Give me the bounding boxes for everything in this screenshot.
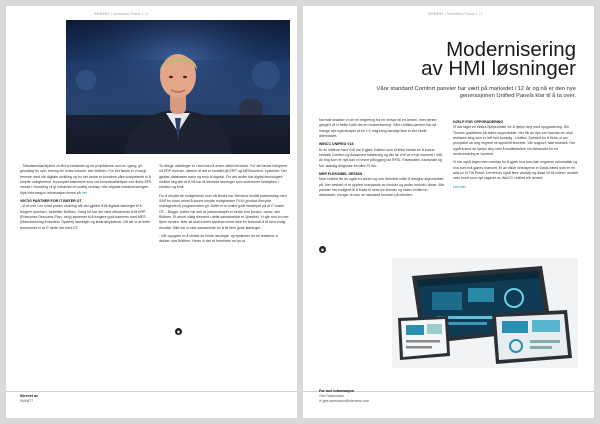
read-more-link[interactable]: Les mer bbox=[453, 184, 466, 189]
paragraph: Med Unified får du også en annen og mer fleksibel måte å designe skjermbilder på. Her beskrer vi et opprett hverdande av vinduer og andre innhold i disse. Alle paneler har mulighet til å kople til nesd tre klienter og siden Unified er webbasert, trenger du kun en standard browser på klienten. bbox=[319, 177, 445, 198]
section-heading: HJELP FOR OPPGRADERING bbox=[453, 120, 503, 124]
paragraph: Et av målene med V18 var å gjøre hullene som Unified hadde for å kunne erstatte Comfort og Advanced fullstendig og det tar vi til at vi har kommet i mål. Av ting som er nytt kan vi nevne pålogging via RFID, Faceplates i faceplate og full- standig diagnose fra våre PLSer. bbox=[319, 147, 443, 168]
article-column-1 bbox=[20, 164, 153, 234]
section-heading: MER FLEKSIBEL DESIGN bbox=[319, 172, 363, 177]
portrait-photo bbox=[66, 20, 290, 154]
article-column-2 bbox=[453, 118, 581, 193]
inline-link[interactable]: her bbox=[81, 190, 87, 195]
article-column-2 bbox=[159, 164, 290, 248]
page-header: SIEMENS | Innovation Focus 1 | 1 bbox=[428, 12, 483, 16]
footer-contact bbox=[319, 389, 369, 404]
end-mark-icon: ◉ bbox=[176, 329, 181, 334]
footer-text: WAWI77 bbox=[20, 399, 34, 403]
left-page bbox=[6, 6, 297, 418]
footer-credit bbox=[20, 394, 38, 404]
paragraph: Normalt snakker vi om en migrering fra en versjon til en annen, men denne gangen vil vi heller kalle det en modernisering. Våre Unified paneler har så mange nye egenskaper at en 1:1 migrering kanskje ikke er det beste alternativet. bbox=[319, 118, 437, 139]
hmi-panels-image bbox=[392, 258, 578, 368]
footer-title: Skrevet av bbox=[20, 394, 38, 398]
footer-title: For mer informasjon bbox=[319, 389, 354, 393]
paragraph: Vi har laget en ekstra hjelpemidler for å hjelpe deg med oppgradering. Din Tomner guidelines på siden supportsider. Her får du tips om hvordan en skal realisere tang som er lett helt fondplig - Unified. Spesielt for å finne ut om prosjektet lar seg migrere vil oppskrift shortest. Vår support- side bisedes. Her også kunne du hjelpe deg med å kvalitetssikre om fabvarslet for en modernisering er kommet. bbox=[453, 125, 576, 157]
contact-name: Geir Rasmussen bbox=[319, 394, 345, 398]
right-page bbox=[303, 6, 594, 418]
email-icon: ✉ bbox=[319, 399, 322, 403]
contact-email[interactable]: geir.rasmussen@siemens.com bbox=[322, 399, 370, 403]
article-column-1 bbox=[319, 118, 445, 202]
title-line-2: av HMI løsninger bbox=[421, 57, 576, 80]
section-heading: WINCC UNIFIED V18 bbox=[319, 142, 354, 147]
paragraph: - Vår oppgave er å utvikle de beste løsninger og systemer for de tekstene vi dekker, sier Bölthen. Hvem vi det vil fremtiden se lys ut. bbox=[159, 234, 278, 244]
paragraph: Vi har også laget noen verktøy for å gjøre hva som kan migreres automatisk og hva som må gjøres manuelt. Et av disse verktøyene er DataUnified som er en add-on til TIA Portal. Det finnes også flere verktøy og disse vil bli videre- utviklet etter hvert som nye utgaver av WinCC Unified blir lansert. bbox=[453, 160, 579, 181]
title-line-1: Modernisering bbox=[446, 38, 576, 61]
section-heading: VIKTIG PARTNER FOR IT BØTER OT bbox=[20, 199, 82, 204]
paragraph: - Vi er mer i en svart positiv utvikling når det gjelder å få digitale løsninger til å fungere sammen, fortsetter Bölthen. I lang tid har det vært utfordrende å få ERP (Enterprise Resource Plan- ning) systemer til å fungere godt sammen med MES (Manufacturing Execution System) løsninger og kontrollsystemer. Nå ser vi at dette fenomenet er at IT dette har med OT. bbox=[20, 204, 151, 230]
article-intro: Våre standard Comfort paneler har vært på markedet i 12 år og nå er den nye generasjonen Unified Panels klar til å ta over. bbox=[376, 86, 576, 99]
footer-rule bbox=[6, 391, 297, 392]
paragraph: - Tilbudsmedarbejdere vil få fra markedet og de projektteme som er i gang, gir grundlag for opti- mering for norsk industri, sier Bölthen. For det første er vi langt fremme med vår digitale utvikling og for det andre er bundene våre kompetente til å utnytte mulighetene. Konseptet kalenteret som var hovedkvalitetsper ved årets SPS messe i Nürnberg vil gi industrien et kraftig verktøy i den digitale transformeringen. Mye informasjon informasjon finnes på bbox=[20, 164, 152, 195]
page-header: SIEMENS | Innovation Focus 1 | 1 bbox=[94, 12, 149, 16]
end-mark-icon: ◉ bbox=[320, 247, 325, 252]
paragraph: To viktige utviklinger er i fant med å endre dette forholdet. For det første integrerer nå ERP leveran- dørene at det er forståtil på ERP og MES/kontroll- systemet. Det gjelder databases natur og bruk til digetal. For det andre har digital teknologien utviklet seg slik at vi nå har få tekniske løsninger som overvinner forskjellen i struktur og bruk. bbox=[159, 164, 288, 190]
paragraph: For å utnytte de mulighetene som nå finnes har Siemens innrått partnerskap med SAP for blant annet å kunne utnytte mulighetene PLM (product lifecycle management) programvaren gir. Dette er et svært godt eksempel på at IT møter OT. - Begge- parter har sett at partnerskapet er bedre enn konkur- ranse, sier Bölthen. Et annet viktig element i dette samarbeidet er Spesikel. Vi går mot en mer åpen verden. Nær alt skal kobles sammen kreer ikke en konnotat å få best mulig resultat. Slikt har vi skal samarbeide for å få frem gode løsninger. bbox=[159, 193, 289, 230]
article-title bbox=[351, 40, 576, 78]
